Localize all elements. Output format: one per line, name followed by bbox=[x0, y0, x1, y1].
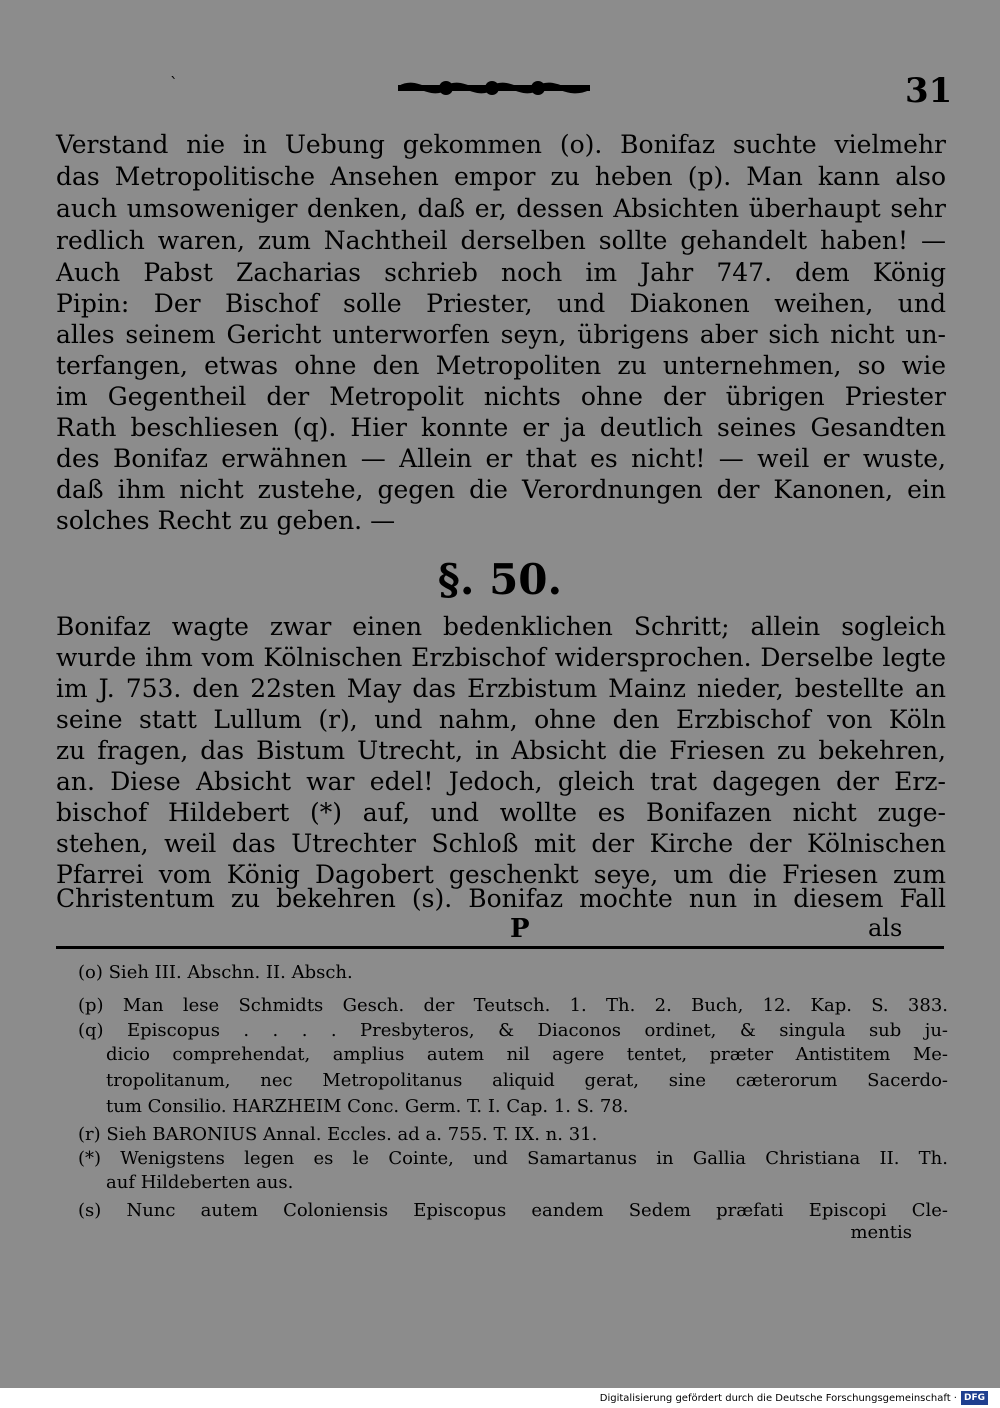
text-line: bischof Hildebert (*) auf, und wollte es Bonifazen nicht zuge- bbox=[56, 798, 946, 827]
text-line: solches Recht zu geben. — bbox=[56, 506, 396, 535]
digitization-credit bbox=[600, 1391, 988, 1406]
text-line: Bonifaz wagte zwar einen bedenklichen Schritt; allein sogleich bbox=[56, 612, 946, 641]
text-line: redlich waren, zum Nachtheil derselben sollte gehandelt haben! — bbox=[56, 226, 946, 255]
text-line: Christentum zu bekehren (s). Bonifaz mochte nun in diesem Fall bbox=[56, 884, 946, 913]
text-line: auch umsoweniger denken, daß er, dessen Absichten überhaupt sehr bbox=[56, 194, 946, 223]
header-ornament-icon bbox=[398, 76, 590, 100]
footnote-line: (r) Sieh BARONIUS Annal. Eccles. ad a. 755. T. IX. n. 31. bbox=[78, 1124, 598, 1145]
margin-mark: ˋ bbox=[170, 74, 178, 93]
text-line: das Metropolitische Ansehen empor zu heben (p). Man kann also bbox=[56, 162, 946, 191]
text-line: zu fragen, das Bistum Utrecht, in Absicht die Friesen zu bekehren, bbox=[56, 736, 946, 765]
text-line: im J. 753. den 22sten May das Erzbistum Mainz nieder, bestellte an bbox=[56, 674, 946, 703]
catchword: als bbox=[868, 914, 903, 942]
footnote-line: (s) Nunc autem Coloniensis Episcopus eandem Sedem præfati Episcopi Cle- bbox=[78, 1200, 948, 1221]
footnote-line: dicio comprehendat, amplius autem nil agere tentet, præter Antistitem Me- bbox=[106, 1044, 948, 1065]
footnote-divider bbox=[56, 946, 944, 949]
page-number: 31 bbox=[905, 71, 953, 111]
text-line: alles seinem Gericht unterworfen seyn, übrigens aber sich nicht un- bbox=[56, 320, 946, 349]
footnote-line: tum Consilio. HARZHEIM Conc. Germ. T. I. Cap. 1. S. 78. bbox=[106, 1096, 629, 1117]
dfg-logo: DFG bbox=[961, 1391, 988, 1405]
text-line: des Bonifaz erwähnen — Allein er that es nicht! — weil er wuste, bbox=[56, 444, 946, 473]
text-line: Pipin: Der Bischof solle Priester, und Diakonen weihen, und bbox=[56, 289, 946, 318]
footnote-line: (o) Sieh III. Abschn. II. Absch. bbox=[78, 962, 353, 983]
text-line: an. Diese Absicht war edel! Jedoch, gleich trat dagegen der Erz- bbox=[56, 767, 946, 796]
footnote-line: mentis bbox=[850, 1222, 912, 1243]
footnote-line: (*) Wenigstens legen es le Cointe, und Samartanus in Gallia Christiana II. Th. bbox=[78, 1148, 948, 1169]
footnote-line: (q) Episcopus . . . . Presbyteros, & Diaconos ordinet, & singula sub ju- bbox=[78, 1020, 948, 1041]
footnote-line: auf Hildeberten aus. bbox=[106, 1172, 294, 1193]
text-line: wurde ihm vom Kölnischen Erzbischof widersprochen. Derselbe legte bbox=[56, 643, 946, 672]
credit-text: Digitalisierung gefördert durch die Deutsche Forschungsgemeinschaft · bbox=[599, 1393, 957, 1404]
signature-mark: P bbox=[510, 914, 530, 944]
text-line: im Gegentheil der Metropolit nichts ohne der übrigen Priester bbox=[56, 382, 946, 411]
section-heading: §. 50. bbox=[437, 555, 563, 604]
text-line: Rath beschliesen (q). Hier konnte er ja deutlich seines Gesandten bbox=[56, 413, 946, 442]
footnote-line: tropolitanum, nec Metropolitanus aliquid gerat, sine cæterorum Sacerdo- bbox=[106, 1070, 948, 1091]
text-line: seine statt Lullum (r), und nahm, ohne den Erzbischof von Köln bbox=[56, 705, 946, 734]
text-line: Verstand nie in Uebung gekommen (o). Bonifaz suchte vielmehr bbox=[56, 130, 946, 159]
text-line: terfangen, etwas ohne den Metropoliten zu unternehmen, so wie bbox=[56, 351, 946, 380]
text-line: Auch Pabst Zacharias schrieb noch im Jahr 747. dem König bbox=[56, 258, 946, 287]
text-line: Pfarrei vom König Dagobert geschenkt seye, um die Friesen zum bbox=[56, 860, 946, 889]
text-line: daß ihm nicht zustehe, gegen die Verordnungen der Kanonen, ein bbox=[56, 475, 946, 504]
footnote-line: (p) Man lese Schmidts Gesch. der Teutsch. 1. Th. 2. Buch, 12. Kap. S. 383. bbox=[78, 995, 948, 1016]
text-line: stehen, weil das Utrechter Schloß mit der Kirche der Kölnischen bbox=[56, 829, 946, 858]
